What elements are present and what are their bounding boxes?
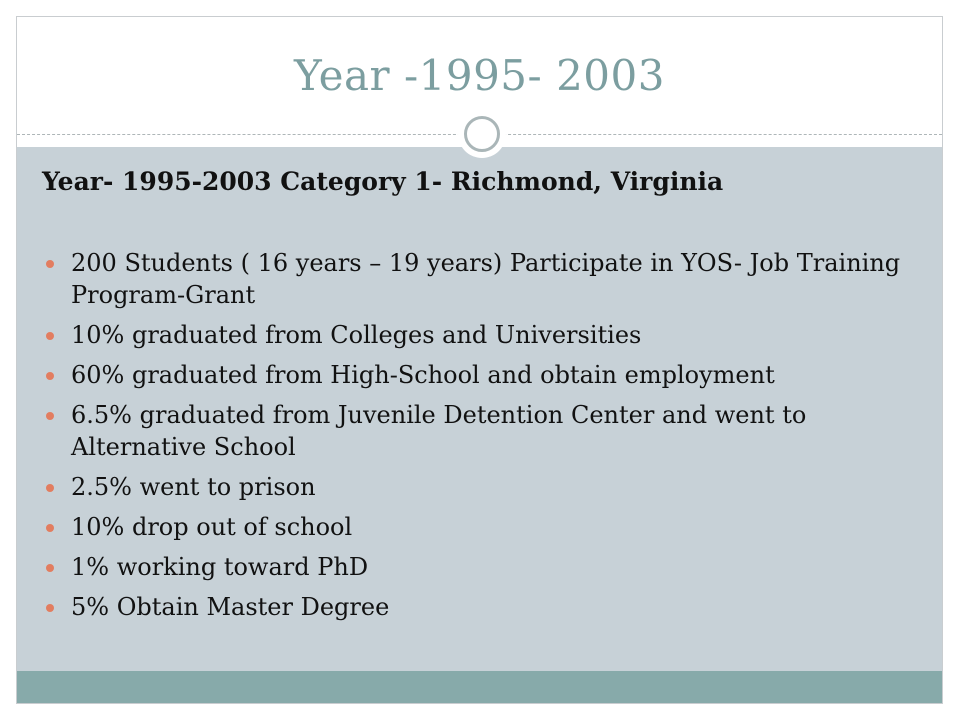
list-item — [17, 471, 917, 503]
bullet-dot-icon — [46, 332, 54, 340]
list-item-text: 5% Obtain Master Degree — [71, 593, 390, 621]
list-item — [17, 319, 917, 351]
footer-bar — [17, 671, 942, 704]
list-item-text: 10% graduated from Colleges and Universities — [71, 321, 642, 349]
slide-title: Year -1995- 2003 — [294, 51, 665, 100]
bullet-dot-icon — [46, 564, 54, 572]
list-item-text: 200 Students ( 16 years – 19 years) Participate in YOS- Job Training Program-Grant — [71, 249, 901, 309]
bullet-dot-icon — [46, 412, 54, 420]
list-item-text: 60% graduated from High-School and obtain employment — [71, 361, 775, 389]
bullet-list — [17, 247, 917, 631]
list-item-text: 1% working toward PhD — [71, 553, 369, 581]
list-item — [17, 359, 917, 391]
bullet-dot-icon — [46, 524, 54, 532]
list-item-text: 2.5% went to prison — [71, 473, 316, 501]
bullet-dot-icon — [46, 260, 54, 268]
list-item — [17, 511, 917, 543]
ring-inner — [464, 116, 500, 152]
ring-ornament-icon — [458, 110, 506, 158]
slide — [16, 16, 943, 704]
list-item-text: 6.5% graduated from Juvenile Detention Center and went to Alternative School — [71, 401, 807, 461]
list-item — [17, 591, 917, 623]
list-item-text: 10% drop out of school — [71, 513, 353, 541]
list-item — [17, 399, 917, 463]
bullet-dot-icon — [46, 484, 54, 492]
list-item — [17, 551, 917, 583]
list-item — [17, 247, 917, 311]
bullet-dot-icon — [46, 372, 54, 380]
bullet-dot-icon — [46, 604, 54, 612]
section-heading: Year- 1995-2003 Category 1- Richmond, Virginia — [42, 167, 724, 196]
